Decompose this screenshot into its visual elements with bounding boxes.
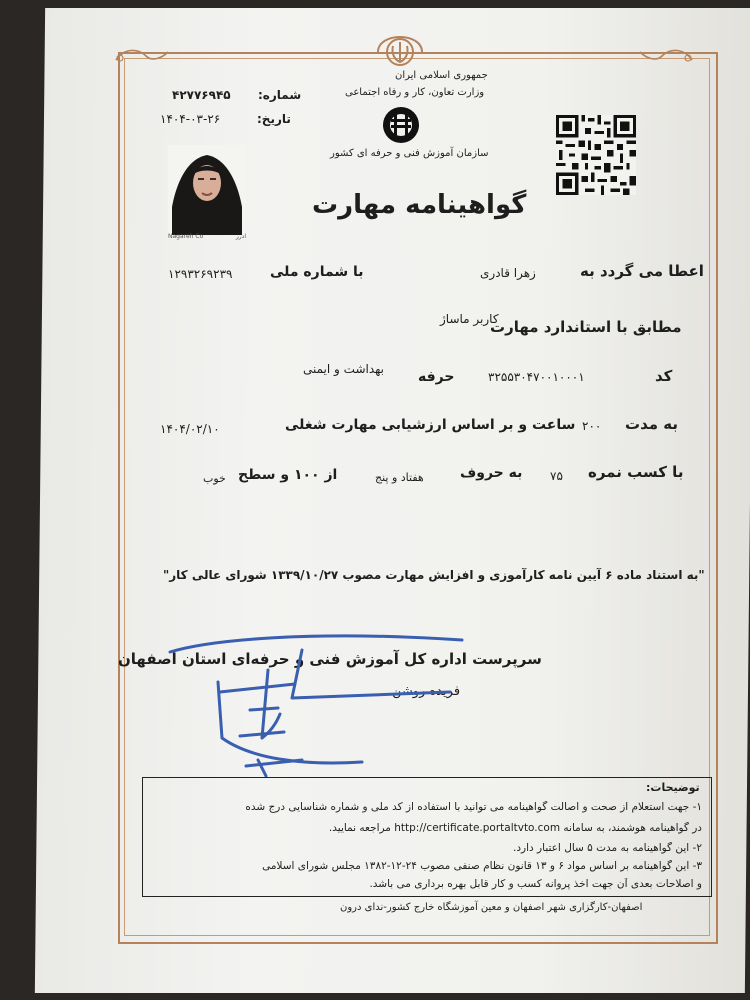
duration-label: به مدت xyxy=(625,415,678,433)
code-value: ۳۲۵۵۳۰۴۷۰۰۱۰۰۰۱ xyxy=(488,370,585,384)
duration-value: ۲۰۰ xyxy=(582,419,602,433)
notes-line-3: ۲- این گواهینامه به مدت ۵ سال اعتبار دارد. xyxy=(513,842,702,854)
notes-line-5: و اصلاحات بعدی آن جهت اخذ پروانه کسب و کار قابل بهره برداری می باشد. xyxy=(369,878,702,890)
org-line-2: وزارت تعاون، کار و رفاه اجتماعی xyxy=(345,87,485,98)
trade-value: بهداشت و ایمنی xyxy=(303,362,384,376)
notes-line-4: ۳- این گواهینامه بر اساس مواد ۶ و ۱۳ قانون نظام صنفی مصوب ۲۴-۱۲-۱۳۸۲ مجلس شورای اسلامی xyxy=(262,860,702,872)
number-value: ۴۲۷۷۶۹۴۵ xyxy=(172,88,231,102)
notes-line-2: در گواهینامه هوشمند، به سامانه http://certificate.portaltvto.com مراجعه نمایید. xyxy=(328,822,702,834)
photo-caption-left: Nagareh Co xyxy=(168,233,204,240)
org-line-1: جمهوری اسلامی ایران xyxy=(395,70,488,81)
corner-ornament-left-icon xyxy=(112,44,172,66)
signatory-title: سرپرست اداره کل آموزش فنی و حرفه‌ای استان اصفهان xyxy=(118,650,542,668)
date-value: ۱۴۰۴-۰۳-۲۶ xyxy=(160,112,221,126)
number-label: شماره: xyxy=(258,88,302,102)
score-value: ۷۵ xyxy=(550,469,563,483)
letters-label: به حروف xyxy=(460,465,523,481)
trade-label: حرفه xyxy=(418,369,455,385)
standard-value: کاربر ماساژ xyxy=(440,312,499,326)
awarded-value: زهرا قادری xyxy=(480,266,536,280)
level-value: خوب xyxy=(203,472,226,485)
eval-date: ۱۴۰۴/۰۲/۱۰ xyxy=(160,422,220,436)
photo-caption-right: ادرر xyxy=(235,233,246,240)
legal-note: "به استناد ماده ۶ آیین نامه کارآموزی و افزایش مهارت مصوب ۱۳۳۹/۱۰/۲۷ شورای عالی کار" xyxy=(163,568,705,582)
certificate-title: گواهینامه مهارت xyxy=(312,190,527,220)
holder-photo xyxy=(168,145,246,235)
national-id-label: با شماره ملی xyxy=(270,264,364,280)
of-level-label: از ۱۰۰ و سطح xyxy=(238,467,338,483)
letters-value: هفتاد و پنج xyxy=(375,471,424,484)
tvto-logo-icon xyxy=(378,105,424,145)
date-label: تاریخ: xyxy=(257,112,291,126)
notes-heading: توضیحات: xyxy=(646,781,700,794)
signatory-name: فریده روشن xyxy=(392,684,461,699)
photo-caption xyxy=(168,233,246,240)
notes-line-1: ۱- جهت استعلام از صحت و اصالت گواهینامه می توانید با استفاده از کد ملی و شماره شناسایی درج شده xyxy=(245,801,702,813)
footer-text: اصفهان-کارگزاری شهر اصفهان و معین آموزشگاه خارج کشور-ندای درون xyxy=(340,902,643,913)
code-label: کد xyxy=(655,367,673,385)
corner-ornament-right-icon xyxy=(636,44,696,66)
standard-label: مطابق با استاندارد مهارت xyxy=(490,318,682,336)
iran-emblem-icon xyxy=(375,34,425,70)
awarded-label: اعطا می گردد به xyxy=(580,262,704,280)
score-label: با کسب نمره xyxy=(588,463,684,481)
org-line-3: سازمان آموزش فنی و حرفه ای کشور xyxy=(330,148,489,159)
qr-code[interactable] xyxy=(555,115,637,195)
hours-label: ساعت و بر اساس ارزشیابی مهارت شغلی xyxy=(285,417,576,433)
national-id-value: ۱۲۹۳۲۶۹۲۳۹ xyxy=(168,267,233,281)
signature-icon xyxy=(150,610,480,780)
